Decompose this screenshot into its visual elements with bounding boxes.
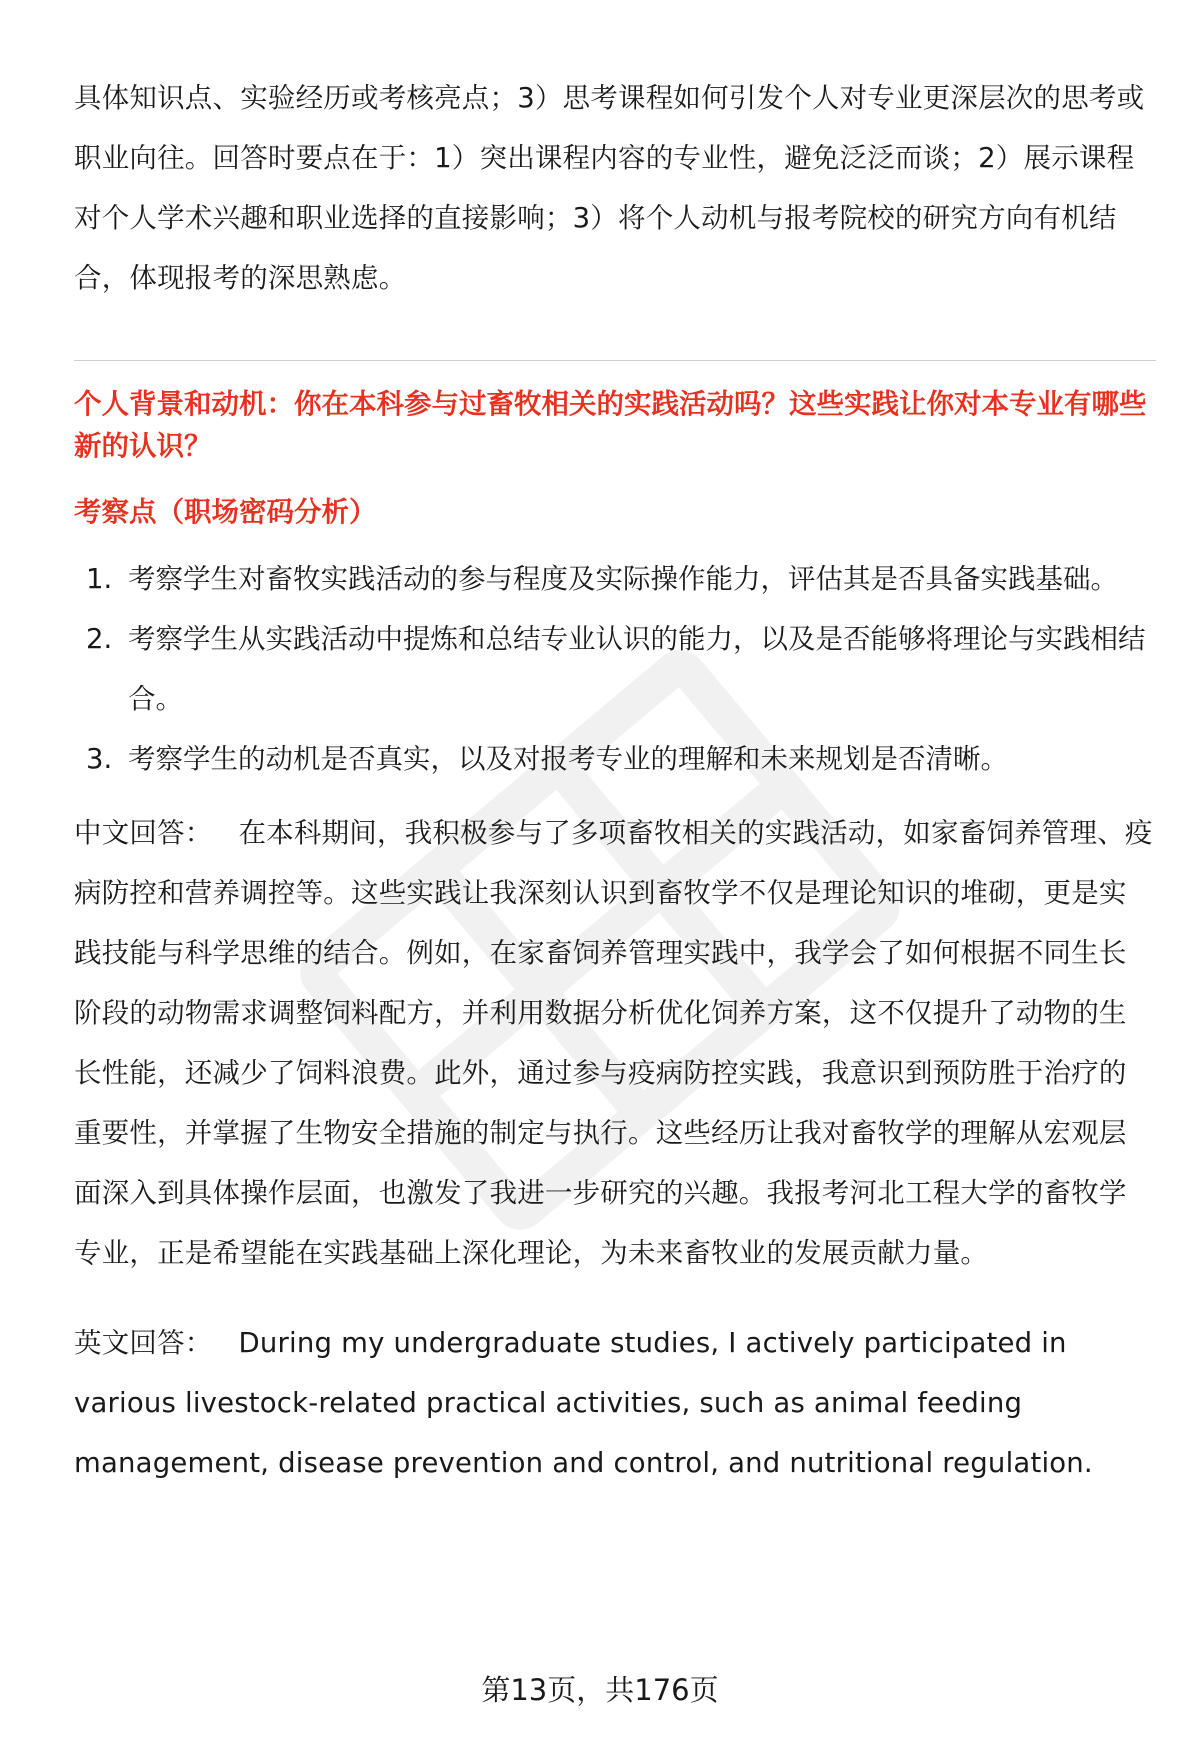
list-item-number: 1.	[86, 563, 113, 595]
list-item	[74, 609, 1154, 729]
list-item-number: 3.	[86, 743, 113, 775]
analysis-list	[74, 549, 1154, 789]
english-answer-text: During my undergraduate studies, I actively participated in various livestock-related practical activities, such as animal feeding management, disease prevention and control, and nutritional regulation.	[74, 1327, 1093, 1479]
document-page	[74, 68, 1154, 1493]
list-item-text: 考察学生从实践活动中提炼和总结专业认识的能力，以及是否能够将理论与实践相结合。	[128, 623, 1146, 715]
section-divider	[74, 360, 1156, 361]
list-item	[74, 549, 1154, 609]
list-item-text: 考察学生的动机是否真实，以及对报考专业的理解和未来规划是否清晰。	[128, 743, 1008, 775]
intro-paragraph: 具体知识点、实验经历或考核亮点；3）思考课程如何引发个人对专业更深层次的思考或职业向往。回答时要点在于：1）突出课程内容的专业性，避免泛泛而谈；2）展示课程对个人学术兴趣和职业选择的直接影响；3）将个人动机与报考院校的研究方向有机结合，体现报考的深思熟虑。	[74, 82, 1145, 294]
analysis-title: 考察点（职场密码分析）	[74, 496, 377, 528]
question-title: 个人背景和动机：你在本科参与过畜牧相关的实践活动吗？这些实践让你对本专业有哪些新的认识？	[74, 388, 1147, 462]
page-number-footer: 第13页，共176页	[481, 1673, 719, 1707]
list-item-number: 2.	[86, 623, 113, 655]
chinese-answer	[74, 803, 1154, 1283]
english-answer-label: 英文回答：	[74, 1327, 213, 1359]
chinese-answer-label: 中文回答：	[74, 817, 213, 849]
list-item	[74, 729, 1154, 789]
chinese-answer-text: 在本科期间，我积极参与了多项畜牧相关的实践活动，如家畜饲养管理、疫病防控和营养调控等。这些实践让我深刻认识到畜牧学不仅是理论知识的堆砌，更是实践技能与科学思维的结合。例如，在家畜饲养管理实践中，我学会了如何根据不同生长阶段的动物需求调整饲料配方，并利用数据分析优化饲养方案，这不仅提升了动物的生长性能，还减少了饲料浪费。此外，通过参与疫病防控实践，我意识到预防胜于治疗的重要性，并掌握了生物安全措施的制定与执行。这些经历让我对畜牧学的理解从宏观层面深入到具体操作层面，也激发了我进一步研究的兴趣。我报考河北工程大学的畜牧学专业，正是希望能在实践基础上深化理论，为未来畜牧业的发展贡献力量。	[74, 817, 1153, 1269]
list-item-text: 考察学生对畜牧实践活动的参与程度及实际操作能力，评估其是否具备实践基础。	[128, 563, 1118, 595]
english-answer	[74, 1313, 1154, 1493]
